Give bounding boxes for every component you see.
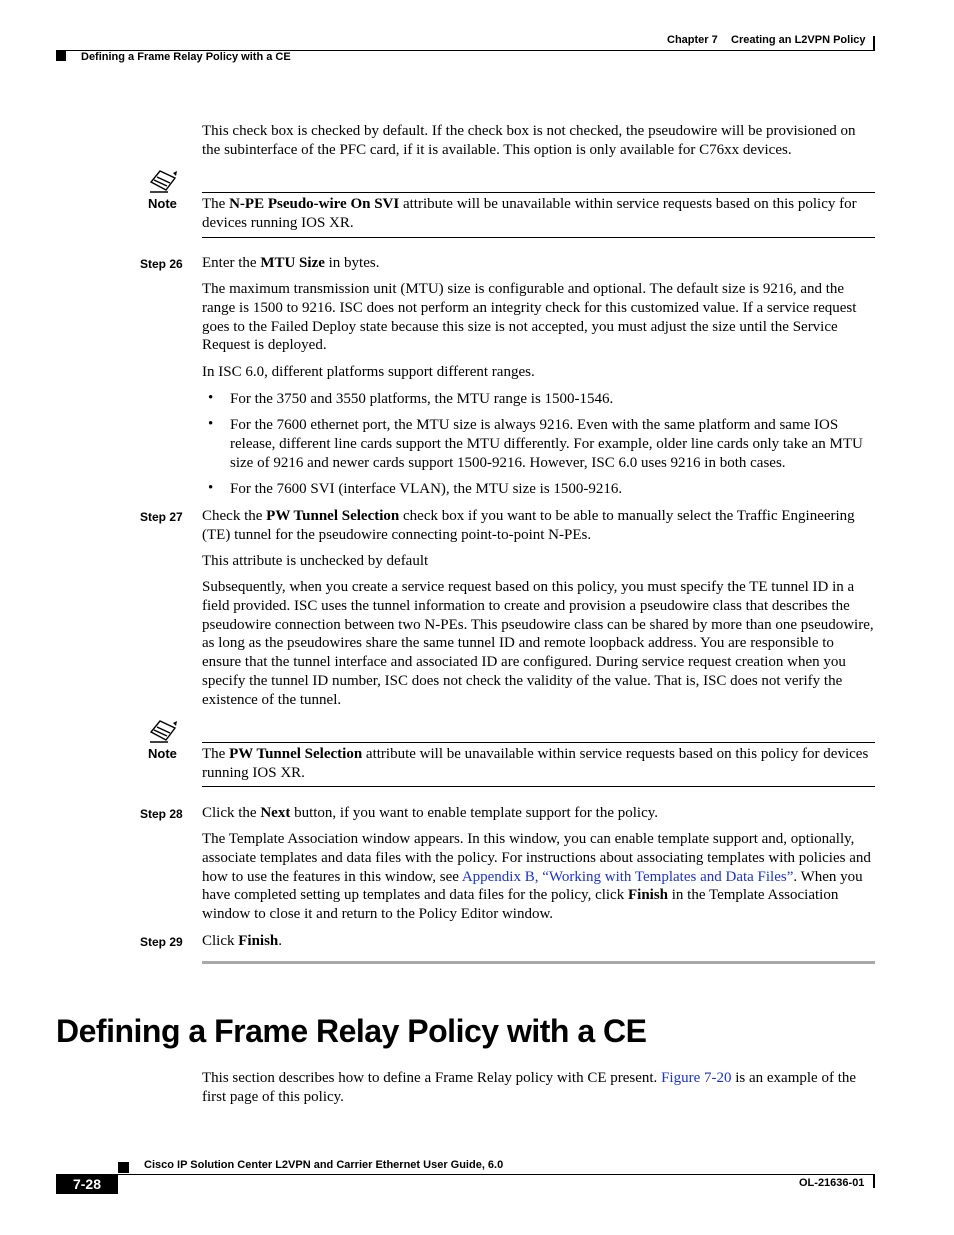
intro-paragraph [202, 122, 876, 160]
pencil-note-icon [148, 170, 178, 194]
note-top-rule [202, 192, 875, 193]
header-chapter-title: Creating an L2VPN Policy [731, 34, 866, 46]
step-26-paragraph-2: In ISC 6.0, different platforms support different ranges. [202, 364, 535, 380]
pw-tunnel-selection-bold: PW Tunnel Selection [266, 508, 400, 524]
note-1-bold: N-PE Pseudo-wire On SVI [229, 196, 400, 212]
bullet-dot: • [208, 416, 214, 432]
step-26-paragraph-1: The maximum transmission unit (MTU) size is configurable and optional. The default size is 9216, and the range is 1500 to 9216. ISC does not perform an integrity check for this customized value. If a service request goes to the Failed Deploy state because this size is not accepted, you must adjust the size until the Service Request is deployed. [202, 281, 857, 354]
bullet-item: For the 7600 SVI (interface VLAN), the MTU size is 1500-9216. [230, 481, 623, 497]
note-label: Note [148, 196, 177, 211]
finish-bold: Finish [238, 933, 279, 949]
intro-text: This check box is checked by default. If the check box is not checked, the pseudowire will be provisioned on the subinterface of the PFC card, if it is available. This option is only available for C76xx devices. [202, 123, 856, 158]
section-paragraph: This section describes how to define a Frame Relay policy with CE present. Figure 7-20 is an example of the first page of this policy. [202, 1070, 857, 1105]
step-27-instruction: Check the PW Tunnel Selection check box if you want to be able to manually select the Traffic Engineering (TE) tunnel for the pseudowire connecting point-to-point N-PEs. [202, 508, 855, 543]
step-28-label: Step 28 [140, 807, 183, 821]
step-28-instruction: Click the Next button, if you want to enable template support for the policy. [202, 805, 659, 821]
figure-7-20-link[interactable]: Figure 7-20 [661, 1070, 732, 1086]
step-26-label: Step 26 [140, 257, 183, 271]
page-number: 7-28 [56, 1174, 118, 1194]
footer-vertical-bar [873, 1175, 875, 1188]
section-title: Defining a Frame Relay Policy with a CE [56, 1013, 647, 1049]
next-bold: Next [260, 805, 291, 821]
pencil-note-icon [148, 720, 178, 744]
header-block [56, 51, 66, 61]
step-27-label: Step 27 [140, 510, 183, 524]
note-bottom-rule [202, 237, 875, 238]
note-top-rule [202, 742, 875, 743]
note-1-text: The N-PE Pseudo-wire On SVI attribute will be unavailable within service requests based on this policy for devices running IOS XR. [202, 196, 857, 231]
bullet-dot: • [208, 390, 214, 406]
finish-bold: Finish [627, 887, 669, 904]
step-27-paragraph-2: Subsequently, when you create a service request based on this policy, you must specify the TE tunnel ID in a field provided. ISC uses the tunnel information to create and provision a pseudowire class that describes the pseudowire connection between two N-PEs. This pseudowire class can be shared by more than one pseudowire, as long as the pseudowires share the same tunnel ID and remote loopback address. You are responsible to ensure that the tunnel interface and associated ID are configured. During service request creation when you specify the tunnel ID number, ISC does not check the validity of the value. That is, ISC does not verify the existence of the tunnel. [202, 579, 874, 708]
header-section: Defining a Frame Relay Policy with a CE [81, 51, 291, 63]
bullet-dot: • [208, 480, 214, 496]
footer-guide-title: Cisco IP Solution Center L2VPN and Carrier Ethernet User Guide, 6.0 [144, 1159, 504, 1171]
appendix-b-link[interactable]: Appendix B, “Working with Templates and Data Files” [461, 868, 794, 885]
footer-block [118, 1162, 129, 1173]
bullet-item: For the 7600 ethernet port, the MTU size is always 9216. Even with the same platform and same IOS release, different line cards support the MTU differently. For example, older line cards only take an MTU size of 9216 and newer cards support 1500-9216. However, ISC 6.0 uses 9216 in both cases. [230, 417, 863, 471]
step-28-paragraph: The Template Association window appears. In this window, you can enable template support and, optionally, associate templates and data files with the policy. For instructions about associating templates with policies and how to use the features in this window, see Appendix B, “Working with Templates and Data Files”. When you have completed setting up templates and data files for the policy, click Finish in the Template Association window to close it and return to the Policy Editor window. [202, 831, 871, 923]
mtu-size-bold: MTU Size [260, 255, 325, 271]
note-2-text: The PW Tunnel Selection attribute will be unavailable within service requests based on this policy for devices running IOS XR. [202, 746, 869, 781]
step-29-instruction: Click Finish. [202, 933, 283, 949]
step-27-paragraph-1: This attribute is unchecked by default [202, 553, 429, 569]
procedure-end-rule [202, 961, 875, 964]
footer-doc-id: OL-21636-01 [799, 1177, 865, 1189]
note-bottom-rule [202, 786, 875, 787]
footer-rule [118, 1174, 875, 1175]
step-26-instruction: Enter the MTU Size in bytes. [202, 255, 380, 271]
note-label: Note [148, 746, 177, 761]
step-29-label: Step 29 [140, 935, 183, 949]
bullet-item: For the 3750 and 3550 platforms, the MTU range is 1500-1546. [230, 391, 614, 407]
note-2-bold: PW Tunnel Selection [229, 746, 363, 762]
header-vertical-bar [873, 36, 875, 50]
header-chapter: Chapter 7 [667, 34, 718, 46]
